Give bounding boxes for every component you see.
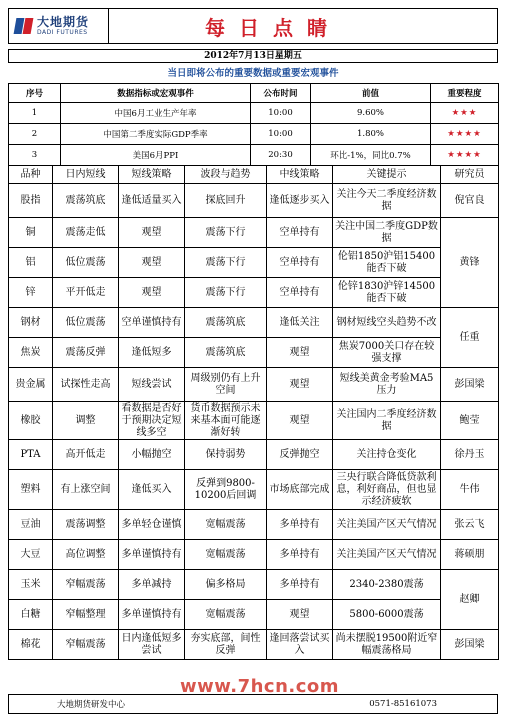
- swing-cell: 震荡下行: [185, 218, 267, 248]
- key-hint-cell: 尚未摆脱19500附近窄幅震荡格局: [333, 630, 441, 660]
- event-time: 20:30: [251, 145, 311, 166]
- footer-dept: 大地期货研发中心: [57, 700, 126, 710]
- event-row: [9, 124, 499, 145]
- col-header: 波段与趋势: [185, 166, 267, 184]
- mid-strategy-cell: 多单持有: [267, 570, 333, 600]
- strategy-row: [9, 184, 499, 218]
- swing-cell: 震荡下行: [185, 248, 267, 278]
- short-strategy-cell: 多单谨慎持有: [119, 540, 185, 570]
- footer-phone: 0571-85161073: [369, 699, 437, 709]
- report-date: 2012年7月13日星期五: [8, 49, 498, 63]
- swing-cell: 夯实底部，间性反弹: [185, 630, 267, 660]
- key-hint-cell: 关注中国二季度GDP数据: [333, 218, 441, 248]
- variety-cell: 棉花: [9, 630, 53, 660]
- intraday-cell: 有上涨空间: [53, 470, 119, 510]
- col-header: 日内短线: [53, 166, 119, 184]
- variety-cell: 豆油: [9, 510, 53, 540]
- strategy-row: [9, 248, 499, 278]
- strategy-row: [9, 630, 499, 660]
- strategy-row: [9, 402, 499, 440]
- col-header: 品种: [9, 166, 53, 184]
- strategy-row: [9, 600, 499, 630]
- key-hint-cell: 关注今天二季度经济数据: [333, 184, 441, 218]
- key-hint-cell: 关注美国产区天气情况: [333, 540, 441, 570]
- key-hint-cell: 2340-2380震荡: [333, 570, 441, 600]
- mid-strategy-cell: 逢低逐步买入: [267, 184, 333, 218]
- mid-strategy-cell: 逢回落尝试买入: [267, 630, 333, 660]
- variety-cell: 玉米: [9, 570, 53, 600]
- strategy-row: [9, 218, 499, 248]
- events-table: [8, 83, 499, 166]
- event-row: [9, 103, 499, 124]
- mid-strategy-cell: 逢低关注: [267, 308, 333, 338]
- key-hint-cell: 三央行联合降低贷款利息，利好商品，但也显示经济疲软: [333, 470, 441, 510]
- intraday-cell: 震荡走低: [53, 218, 119, 248]
- strategy-row: [9, 570, 499, 600]
- analyst-cell: 赵卿: [441, 570, 499, 630]
- strategy-row: [9, 278, 499, 308]
- events-heading: 当日即将公布的重要数据或重要宏观事件: [167, 68, 339, 79]
- short-strategy-cell: 看数据是否好于预期决定短线多空: [119, 402, 185, 440]
- col-header: 前值: [311, 84, 431, 103]
- event-prev: 环比-1%，同比0.7%: [311, 145, 431, 166]
- short-strategy-cell: 小幅抛空: [119, 440, 185, 470]
- swing-cell: 宽幅震荡: [185, 600, 267, 630]
- variety-cell: 锌: [9, 278, 53, 308]
- key-hint-cell: 短线美黄金考验MA5压力: [333, 368, 441, 402]
- intraday-cell: 窄幅震荡: [53, 570, 119, 600]
- mid-strategy-cell: 反弹抛空: [267, 440, 333, 470]
- variety-cell: 焦炭: [9, 338, 53, 368]
- variety-cell: PTA: [9, 440, 53, 470]
- event-name: 中国第二季度实际GDP季率: [61, 124, 251, 145]
- brand-name-en: DADI FUTURES: [37, 29, 88, 36]
- key-hint-cell: 伦锌1830沪锌14500能否下破: [333, 278, 441, 308]
- variety-cell: 大豆: [9, 540, 53, 570]
- key-hint-cell: 伦铝1850沪铝15400能否下破: [333, 248, 441, 278]
- analyst-cell: 徐丹玉: [441, 440, 499, 470]
- col-header: 公布时间: [251, 84, 311, 103]
- header-bar: [8, 8, 498, 44]
- swing-cell: 货币数据预示未来基本面可能逐渐好转: [185, 402, 267, 440]
- intraday-cell: 低位震荡: [53, 308, 119, 338]
- analyst-cell: 彭国梁: [441, 630, 499, 660]
- col-header: 中线策略: [267, 166, 333, 184]
- variety-cell: 铜: [9, 218, 53, 248]
- intraday-cell: 低位震荡: [53, 248, 119, 278]
- swing-cell: 宽幅震荡: [185, 540, 267, 570]
- short-strategy-cell: 逢低短多: [119, 338, 185, 368]
- swing-cell: 反弹到9800-10200后回调: [185, 470, 267, 510]
- key-hint-cell: 关注国内二季度经济数据: [333, 402, 441, 440]
- short-strategy-cell: 多单减持: [119, 570, 185, 600]
- key-hint-cell: 关注美国产区天气情况: [333, 510, 441, 540]
- intraday-cell: 窄幅震荡: [53, 630, 119, 660]
- swing-cell: 周级别仍有上升空间: [185, 368, 267, 402]
- strategy-row: [9, 308, 499, 338]
- mid-strategy-cell: 观望: [267, 402, 333, 440]
- event-no: 3: [9, 145, 61, 166]
- swing-cell: 探底回升: [185, 184, 267, 218]
- short-strategy-cell: 空单谨慎持有: [119, 308, 185, 338]
- strategy-row: [9, 338, 499, 368]
- variety-cell: 橡胶: [9, 402, 53, 440]
- mid-strategy-cell: 空单持有: [267, 248, 333, 278]
- variety-cell: 塑料: [9, 470, 53, 510]
- analyst-cell: 任重: [441, 308, 499, 368]
- watermark: www.7hcn.com: [180, 676, 340, 697]
- strategy-table: [8, 165, 499, 660]
- col-header: 关键提示: [333, 166, 441, 184]
- short-strategy-cell: 观望: [119, 278, 185, 308]
- intraday-cell: 平开低走: [53, 278, 119, 308]
- mid-strategy-cell: 多单持有: [267, 540, 333, 570]
- short-strategy-cell: 短线尝试: [119, 368, 185, 402]
- strategy-row: [9, 470, 499, 510]
- importance-stars: ★★★★: [431, 145, 499, 166]
- intraday-cell: 高位调整: [53, 540, 119, 570]
- swing-cell: 偏多格局: [185, 570, 267, 600]
- intraday-cell: 震荡筑底: [53, 184, 119, 218]
- analyst-cell: 倪官良: [441, 184, 499, 218]
- key-hint-cell: 焦炭7000关口存在较强支撑: [333, 338, 441, 368]
- short-strategy-cell: 多单轻仓谨慎: [119, 510, 185, 540]
- col-header: 研究员: [441, 166, 499, 184]
- intraday-cell: 震荡反弹: [53, 338, 119, 368]
- short-strategy-cell: 逢低适量买入: [119, 184, 185, 218]
- event-time: 10:00: [251, 124, 311, 145]
- variety-cell: 股指: [9, 184, 53, 218]
- short-strategy-cell: 观望: [119, 218, 185, 248]
- strategy-body: [9, 184, 499, 660]
- event-name: 美国6月PPI: [61, 145, 251, 166]
- events-header-row: [9, 84, 499, 103]
- variety-cell: 铝: [9, 248, 53, 278]
- variety-cell: 贵金属: [9, 368, 53, 402]
- mid-strategy-cell: 观望: [267, 338, 333, 368]
- key-hint-cell: 钢材短线空头趋势不改: [333, 308, 441, 338]
- intraday-cell: 窄幅整理: [53, 600, 119, 630]
- analyst-cell: 彭国梁: [441, 368, 499, 402]
- event-time: 10:00: [251, 103, 311, 124]
- variety-cell: 钢材: [9, 308, 53, 338]
- event-prev: 9.60%: [311, 103, 431, 124]
- mid-strategy-cell: 多单持有: [267, 510, 333, 540]
- event-prev: 1.80%: [311, 124, 431, 145]
- swing-cell: 震荡筑底: [185, 338, 267, 368]
- col-header: 序号: [9, 84, 61, 103]
- brand-mark-icon: [15, 17, 33, 35]
- mid-strategy-cell: 观望: [267, 600, 333, 630]
- analyst-cell: 牛伟: [441, 470, 499, 510]
- importance-stars: ★★★: [431, 103, 499, 124]
- strategy-row: [9, 440, 499, 470]
- importance-stars: ★★★★: [431, 124, 499, 145]
- page-title: 每日点睛: [205, 15, 341, 40]
- col-header: 数据指标或宏观事件: [61, 84, 251, 103]
- strategy-row: [9, 540, 499, 570]
- analyst-cell: 黄锋: [441, 218, 499, 308]
- key-hint-cell: 关注持仓变化: [333, 440, 441, 470]
- strategy-row: [9, 510, 499, 540]
- event-row: [9, 145, 499, 166]
- mid-strategy-cell: 空单持有: [267, 218, 333, 248]
- strategy-header-row: [9, 166, 499, 184]
- analyst-cell: 鲍莹: [441, 402, 499, 440]
- analyst-cell: 张云飞: [441, 510, 499, 540]
- mid-strategy-cell: 观望: [267, 368, 333, 402]
- swing-cell: 震荡下行: [185, 278, 267, 308]
- mid-strategy-cell: 市场底部完成: [267, 470, 333, 510]
- strategy-row: [9, 368, 499, 402]
- mid-strategy-cell: 空单持有: [267, 278, 333, 308]
- footer: [8, 694, 498, 714]
- intraday-cell: 调整: [53, 402, 119, 440]
- brand-name: 大地期货: [37, 15, 90, 29]
- intraday-cell: 震荡调整: [53, 510, 119, 540]
- swing-cell: 宽幅震荡: [185, 510, 267, 540]
- key-hint-cell: 5800-6000震荡: [333, 600, 441, 630]
- event-name: 中国6月工业生产年率: [61, 103, 251, 124]
- col-header: 短线策略: [119, 166, 185, 184]
- short-strategy-cell: 逢低买入: [119, 470, 185, 510]
- intraday-cell: 高开低走: [53, 440, 119, 470]
- short-strategy-cell: 日内逢低短多尝试: [119, 630, 185, 660]
- short-strategy-cell: 观望: [119, 248, 185, 278]
- brand-logo: [9, 9, 109, 43]
- analyst-cell: 蒋硕朋: [441, 540, 499, 570]
- variety-cell: 白糖: [9, 600, 53, 630]
- swing-cell: 保持弱势: [185, 440, 267, 470]
- short-strategy-cell: 多单谨慎持有: [119, 600, 185, 630]
- event-no: 1: [9, 103, 61, 124]
- intraday-cell: 试探性走高: [53, 368, 119, 402]
- swing-cell: 震荡筑底: [185, 308, 267, 338]
- event-no: 2: [9, 124, 61, 145]
- col-header: 重要程度: [431, 84, 499, 103]
